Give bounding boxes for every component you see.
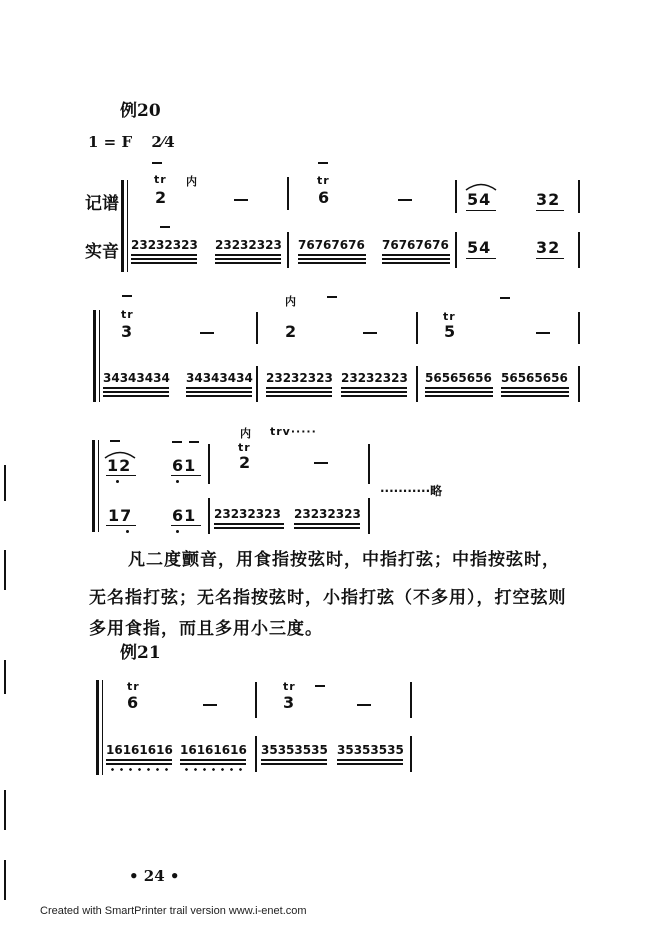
figure: 35353535 <box>261 743 328 757</box>
dash <box>363 332 377 334</box>
beam <box>266 387 332 389</box>
trill-mark: tr <box>121 308 134 321</box>
figure: 34343434 <box>103 371 170 385</box>
figure: 56565656 <box>501 371 568 385</box>
example-21-brace-inner <box>102 680 103 775</box>
beam <box>215 262 281 264</box>
beam <box>298 262 366 264</box>
beam <box>180 759 246 761</box>
beam <box>103 395 169 397</box>
trill-vibrato-mark: trv····· <box>270 425 317 438</box>
beam <box>341 391 407 393</box>
beam <box>131 262 197 264</box>
slide-mark <box>172 441 182 443</box>
figure: 23232323 <box>215 238 282 252</box>
dash <box>314 462 328 464</box>
beam <box>214 523 284 525</box>
figure: 23232323 <box>341 371 408 385</box>
beam <box>131 254 197 256</box>
barline <box>256 366 258 402</box>
octave-dot <box>176 530 179 533</box>
beam <box>214 527 284 529</box>
system-3-brace-inner <box>98 440 99 532</box>
barline <box>455 180 457 213</box>
barline <box>368 444 370 484</box>
figure: 34343434 <box>186 371 253 385</box>
slide-mark <box>315 685 325 687</box>
beam <box>341 395 407 397</box>
note-group: 54 <box>467 238 492 257</box>
beam <box>337 759 403 761</box>
scan-mark <box>4 465 6 501</box>
slide-mark <box>500 297 510 299</box>
barline <box>410 736 412 772</box>
inner-mark: 内 <box>285 295 297 308</box>
scan-mark <box>4 790 6 830</box>
system-1-brace <box>121 180 124 272</box>
barline <box>578 366 580 402</box>
watermark-footer: Created with SmartPrinter trail version www.i-enet.com <box>40 905 307 917</box>
dash <box>234 199 248 201</box>
figure: 56565656 <box>425 371 492 385</box>
figure: 35353535 <box>337 743 404 757</box>
beam <box>425 395 493 397</box>
figure: 76767676 <box>298 238 365 252</box>
key-text: 1 = F <box>88 133 133 151</box>
beam <box>536 258 564 259</box>
beam <box>382 258 450 260</box>
time-signature: 2⁄4 <box>151 133 175 151</box>
figure: 23232323 <box>266 371 333 385</box>
example-21-title: 例21 <box>120 643 161 663</box>
slide-mark <box>122 295 132 297</box>
note: 3 <box>121 322 134 341</box>
beam <box>294 527 360 529</box>
scan-mark <box>4 550 6 590</box>
slide-mark <box>318 162 328 164</box>
dash <box>203 704 217 706</box>
slide-mark <box>189 441 199 443</box>
note-group: 32 <box>536 190 561 209</box>
barline <box>208 444 210 484</box>
beam <box>171 525 201 526</box>
barline <box>578 232 580 268</box>
note-group: 54 <box>467 190 492 209</box>
beam <box>186 395 252 397</box>
barline <box>455 232 457 268</box>
inner-mark: 内 <box>186 175 198 188</box>
note: 6 <box>127 693 140 712</box>
trill-mark: tr <box>283 680 296 693</box>
key-signature <box>88 133 175 151</box>
note: 3 <box>283 693 296 712</box>
figure: 16161616 <box>180 743 247 757</box>
dash <box>398 199 412 201</box>
beam <box>382 254 450 256</box>
note: 6 <box>318 188 331 207</box>
paragraph-line: 多用食指，而且多用小三度。 <box>89 619 323 639</box>
system-1-brace-inner <box>127 180 128 272</box>
beam <box>294 523 360 525</box>
system-3-brace <box>92 440 95 532</box>
barline <box>287 232 289 268</box>
figure: 76767676 <box>382 238 449 252</box>
trill-mark: tr <box>443 310 456 323</box>
scan-mark <box>4 860 6 900</box>
beam <box>106 475 136 476</box>
example-20-title: 例20 <box>120 101 161 121</box>
dash <box>357 704 371 706</box>
slide-mark <box>110 440 120 442</box>
octave-dots <box>108 768 174 771</box>
beam <box>186 387 252 389</box>
beam <box>501 387 569 389</box>
barline <box>416 312 418 344</box>
barline <box>416 366 418 402</box>
figure: 23232323 <box>294 507 361 521</box>
trill-mark: tr <box>154 173 167 186</box>
figure: 23232323 <box>131 238 198 252</box>
note-group: 61 <box>172 456 197 475</box>
barline <box>287 177 289 210</box>
inner-mark: 内 <box>240 427 252 440</box>
beam <box>171 475 201 476</box>
beam <box>215 258 281 260</box>
octave-dots <box>182 768 248 771</box>
beam <box>266 391 332 393</box>
slide-mark <box>152 162 162 164</box>
slide-mark <box>160 226 170 228</box>
barline <box>208 498 210 534</box>
barline <box>368 498 370 534</box>
octave-dot <box>116 480 119 483</box>
trill-mark: tr <box>127 680 140 693</box>
beam <box>261 759 327 761</box>
note-group: 17 <box>108 506 133 525</box>
scan-mark <box>4 660 6 694</box>
barline <box>255 736 257 772</box>
slide-mark <box>327 296 337 298</box>
beam <box>180 763 246 765</box>
beam <box>536 210 564 211</box>
octave-dot <box>176 480 179 483</box>
system-2-brace <box>93 310 96 402</box>
beam <box>466 258 496 259</box>
barline <box>578 180 580 213</box>
paragraph-line: 凡二度颤音，用食指按弦时，中指打弦；中指按弦时， <box>128 550 560 570</box>
note-group: 12 <box>107 456 132 475</box>
beam <box>106 759 172 761</box>
beam <box>261 763 327 765</box>
dash <box>536 332 550 334</box>
beam <box>186 391 252 393</box>
beam <box>382 262 450 264</box>
beam <box>425 387 493 389</box>
beam <box>425 391 493 393</box>
figure: 16161616 <box>106 743 173 757</box>
continuation-text: ···········略 <box>380 484 443 498</box>
dash <box>200 332 214 334</box>
beam <box>341 387 407 389</box>
system-2-brace-inner <box>99 310 100 402</box>
beam <box>106 763 172 765</box>
paragraph-line: 无名指打弦；无名指按弦时，小指打弦（不多用），打空弦则 <box>89 588 567 608</box>
row-label-notation: 记谱 <box>85 194 119 214</box>
barline <box>578 312 580 344</box>
note-group: 61 <box>172 506 197 525</box>
note: 2 <box>239 453 252 472</box>
beam <box>337 763 403 765</box>
note: 2 <box>285 322 298 341</box>
beam <box>103 387 169 389</box>
row-label-real-pitch: 实音 <box>85 242 119 262</box>
beam <box>298 254 366 256</box>
beam <box>106 525 136 526</box>
example-21-brace <box>96 680 99 775</box>
beam <box>501 391 569 393</box>
barline <box>255 682 257 718</box>
page-number: • 24 • <box>129 867 180 885</box>
beam <box>103 391 169 393</box>
beam <box>215 254 281 256</box>
barline <box>410 682 412 718</box>
beam <box>298 258 366 260</box>
note-group: 32 <box>536 238 561 257</box>
trill-mark: tr <box>317 174 330 187</box>
beam <box>266 395 332 397</box>
note: 2 <box>155 188 168 207</box>
octave-dot <box>126 530 129 533</box>
figure: 23232323 <box>214 507 281 521</box>
note: 5 <box>444 322 457 341</box>
beam <box>501 395 569 397</box>
beam <box>466 210 496 211</box>
beam <box>131 258 197 260</box>
barline <box>256 312 258 344</box>
trill-mark: tr <box>238 441 251 454</box>
